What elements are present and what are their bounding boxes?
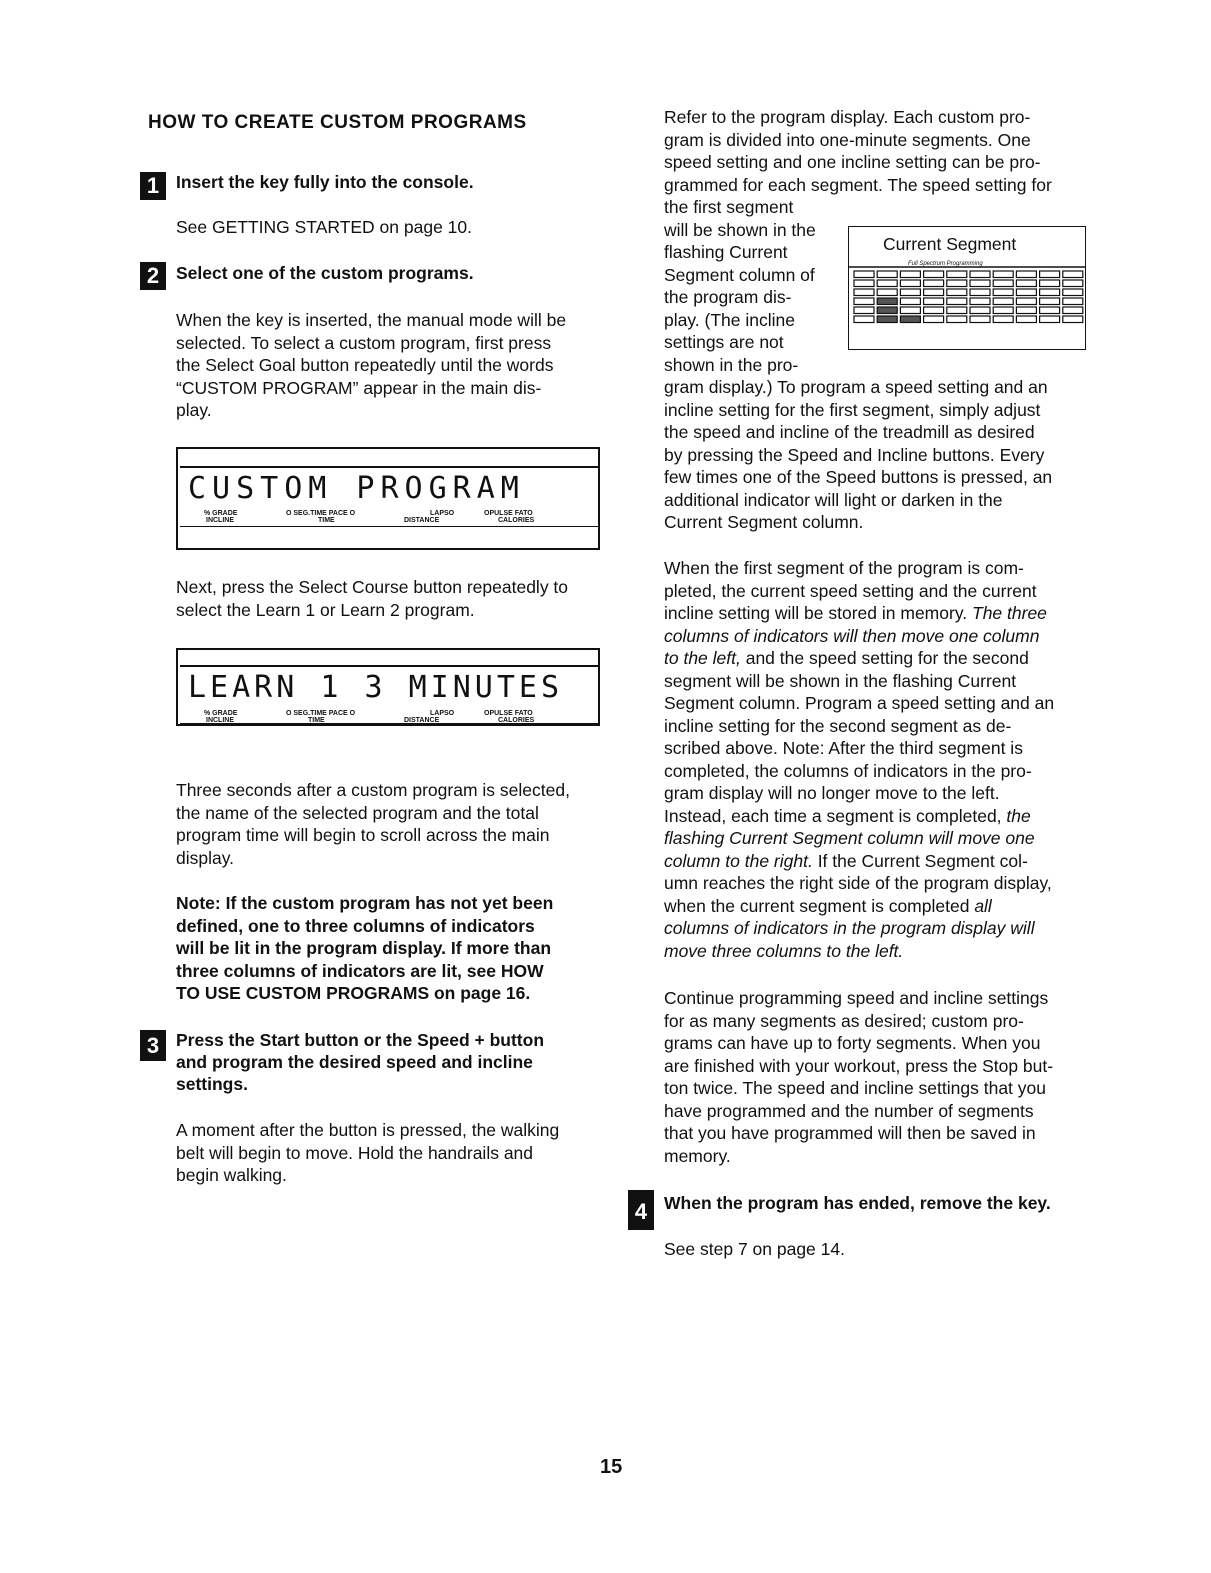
label: LAPSO (430, 710, 455, 717)
line: by pressing the Speed and Incline buttons. Every (664, 444, 1045, 465)
line (664, 805, 1054, 828)
indicator-cell (947, 307, 967, 314)
label: CALORIES (498, 517, 535, 524)
indicator-cell (924, 298, 944, 305)
indicator-cell (1063, 307, 1083, 314)
indicator-cell (993, 316, 1013, 323)
line: Current Segment column. (664, 512, 864, 532)
indicator-cell (854, 271, 874, 278)
label: DISTANCE (404, 517, 440, 524)
indicator-cell (924, 307, 944, 314)
line: play. (176, 400, 212, 420)
indicator-cell (900, 289, 920, 296)
label: INCLINE (206, 517, 234, 524)
note-paragraph (176, 892, 553, 1005)
indicator-cell (924, 280, 944, 287)
indicator-cell (947, 298, 967, 305)
line: When the key is inserted, the manual mode will be (176, 310, 567, 330)
line: flashing Current Segment column will move one (664, 828, 1035, 848)
line: defined, one to three columns of indicators (176, 915, 535, 936)
label: LAPSO (430, 510, 455, 517)
line: the program dis- (664, 287, 792, 307)
right-paragraph-3 (664, 987, 1053, 1167)
grid-subtitle: Full Spectrum Programming (908, 261, 983, 267)
indicator-cell (970, 271, 990, 278)
indicator-cell (970, 316, 990, 323)
indicator-cell (1063, 280, 1083, 287)
step-1-body: See GETTING STARTED on page 10. (176, 217, 473, 237)
indicator-cell (1040, 316, 1060, 323)
line: display. (176, 847, 235, 868)
step-2-title: Select one of the custom programs. (176, 263, 474, 283)
line: grams can have up to forty segments. When you (664, 1033, 1041, 1053)
indicator-cell (947, 271, 967, 278)
page-number: 15 (600, 1456, 623, 1478)
label: O SEG.TIME PACE O (286, 510, 356, 517)
indicator-cell (924, 289, 944, 296)
line: columns of indicators in the program display will (664, 918, 1035, 938)
line: scribed above. Note: After the third segment is (664, 738, 1023, 758)
indicator-cell (947, 289, 967, 296)
line: begin walking. (176, 1165, 287, 1185)
line: segment will be shown in the flashing Current (664, 670, 1017, 691)
line: ton twice. The speed and incline settings that you (664, 1078, 1047, 1098)
line: selected. To select a custom program, first press (176, 332, 552, 353)
text: when the current segment is completed (664, 895, 975, 916)
indicator-cell (1063, 298, 1083, 305)
text: If the Current Segment col- (812, 850, 1028, 871)
indicator-cell (877, 289, 897, 296)
indicator-cell (1016, 289, 1036, 296)
indicator-cell (947, 316, 967, 323)
line: the speed and incline of the treadmill as desired (664, 422, 1035, 442)
label: DISTANCE (404, 717, 440, 724)
line: will be shown in the (664, 219, 816, 240)
line: TO USE CUSTOM PROGRAMS on page 16. (176, 983, 531, 1003)
line: settings are not (664, 332, 784, 352)
indicator-cell (1016, 316, 1036, 323)
line: Refer to the program display. Each custom pro- (664, 107, 1031, 127)
label: INCLINE (206, 717, 234, 724)
line: the first segment (664, 197, 794, 217)
line (664, 602, 1054, 625)
line: select the Learn 1 or Learn 2 program. (176, 599, 475, 620)
indicator-cell (1040, 298, 1060, 305)
lcd-display-custom-program (176, 447, 600, 550)
indicator-cell (900, 307, 920, 314)
indicator-cell (1040, 307, 1060, 314)
line: the name of the selected program and the total (176, 802, 539, 823)
indicator-cell (970, 298, 990, 305)
line: Press the Start button or the Speed + button (176, 1030, 545, 1050)
indicator-cell (993, 280, 1013, 287)
line: Note: If the custom program has not yet been (176, 893, 554, 913)
indicator-cell (1016, 298, 1036, 305)
indicator-cell (1040, 289, 1060, 296)
line: umn reaches the right side of the program display, (664, 873, 1052, 893)
indicator-cell (877, 298, 897, 305)
label: % GRADE (204, 510, 238, 517)
italic-text: to the left, (664, 648, 741, 668)
step-4-body: See step 7 on page 14. (664, 1239, 845, 1259)
program-display-grid (848, 266, 1086, 330)
line: gram display.) To program a speed setting and an (664, 377, 1048, 397)
text: and the speed setting for the second (740, 648, 1029, 668)
indicator-cell (900, 280, 920, 287)
line: belt will begin to move. Hold the handrails and (176, 1142, 534, 1163)
line: columns of indicators will then move one column (664, 625, 1040, 646)
line: gram is divided into one-minute segments. One (664, 129, 1031, 150)
indicator-cell (993, 298, 1013, 305)
indicator-cell (1063, 289, 1083, 296)
italic-text: column to the right. (664, 850, 813, 871)
indicator-cell (854, 298, 874, 305)
line: flashing Current (664, 242, 788, 262)
lcd-display-learn (176, 648, 600, 726)
line: A moment after the button is pressed, the walking (176, 1120, 560, 1140)
line (664, 647, 1054, 670)
indicator-cell (1016, 280, 1036, 287)
line: move three columns to the left. (664, 940, 904, 961)
text: incline setting will be stored in memory. (664, 603, 972, 623)
indicator-cell (924, 271, 944, 278)
indicator-cell (970, 307, 990, 314)
label: OPULSE FATO (484, 710, 533, 717)
line: Next, press the Select Course button repeatedly to (176, 577, 569, 597)
indicator-cell (1063, 316, 1083, 323)
step-4-title: When the program has ended, remove the key. (664, 1193, 1051, 1213)
indicator-cell (970, 289, 990, 296)
three-seconds-paragraph (176, 779, 570, 869)
label: O SEG.TIME PACE O (286, 710, 356, 717)
line: When the first segment of the program is com- (664, 558, 1024, 578)
indicator-cell (854, 280, 874, 287)
page-heading: HOW TO CREATE CUSTOM PROGRAMS (148, 112, 527, 133)
line (664, 850, 1054, 873)
line: Three seconds after a custom program is selected, (176, 780, 570, 800)
indicator-cell (924, 316, 944, 323)
step-3-number: 3 (140, 1030, 166, 1061)
indicator-cell (1016, 307, 1036, 314)
indicator-cell (1063, 271, 1083, 278)
indicator-cell (854, 289, 874, 296)
label: CALORIES (498, 717, 535, 724)
label: TIME (308, 717, 325, 724)
italic-text: The three (972, 603, 1047, 623)
line (664, 895, 1054, 918)
next-paragraph (176, 576, 568, 621)
line: speed setting and one incline setting can be pro- (664, 152, 1041, 172)
line: for as many segments as desired; custom pro- (664, 1010, 1024, 1031)
line: shown in the pro- (664, 354, 799, 375)
indicator-cell (1016, 271, 1036, 278)
step-1-title: Insert the key fully into the console. (176, 172, 474, 192)
step-3-paragraph (176, 1119, 559, 1187)
lcd-main-text: CUSTOM PROGRAM (188, 471, 525, 506)
indicator-cell (993, 307, 1013, 314)
indicator-cell (877, 271, 897, 278)
indicator-cell (854, 307, 874, 314)
indicator-cell (993, 289, 1013, 296)
indicator-cell (877, 280, 897, 287)
line: gram display will no longer move to the left. (664, 783, 1000, 803)
lcd-labels-bottom (178, 517, 598, 526)
indicator-cell (900, 316, 920, 323)
line: and program the desired speed and incline (176, 1052, 533, 1072)
line: “CUSTOM PROGRAM” appear in the main dis- (176, 377, 542, 398)
indicator-cell (993, 271, 1013, 278)
line: additional indicator will light or darken in the (664, 489, 1003, 510)
line: program time will begin to scroll across the main (176, 825, 550, 845)
line: the Select Goal button repeatedly until the words (176, 355, 554, 375)
line: will be lit in the program display. If more than (176, 938, 552, 958)
line: grammed for each segment. The speed setting for (664, 174, 1052, 195)
lcd-labels-bottom (178, 717, 598, 724)
line: have programmed and the number of segments (664, 1100, 1034, 1121)
line: few times one of the Speed buttons is pressed, an (664, 467, 1053, 487)
line: incline setting for the first segment, simply adjust (664, 399, 1041, 420)
line: that you have programmed will then be saved in (664, 1123, 1036, 1143)
line: play. (The incline (664, 309, 795, 330)
line: incline setting for the second segment as de- (664, 715, 1012, 736)
label: TIME (318, 517, 335, 524)
line: memory. (664, 1145, 731, 1166)
indicator-cell (1040, 271, 1060, 278)
step-2-paragraph (176, 309, 566, 422)
grid-title: Current Segment (883, 234, 1017, 254)
italic-text: the (1006, 805, 1031, 826)
line: Segment column of (664, 264, 815, 285)
indicator-cell (854, 316, 874, 323)
line: pleted, the current speed setting and the current (664, 580, 1037, 601)
indicator-cell (877, 316, 897, 323)
indicator-cell (947, 280, 967, 287)
line: Segment column. Program a speed setting and an (664, 693, 1055, 713)
indicator-cell (970, 280, 990, 287)
right-paragraph-2 (664, 557, 1054, 962)
label: OPULSE FATO (484, 510, 533, 517)
step-2-number: 2 (140, 262, 166, 290)
text: Instead, each time a segment is completed, (664, 805, 1007, 826)
indicator-cell (1040, 280, 1060, 287)
line: three columns of indicators are lit, see HOW (176, 960, 544, 981)
step-3-title (176, 1029, 544, 1095)
lcd-main-text: LEARN 1 3 MINUTES (188, 670, 564, 705)
indicator-cell (900, 298, 920, 305)
step-4-number: 4 (628, 1190, 654, 1230)
line: settings. (176, 1074, 248, 1094)
line: are finished with your workout, press the Stop but- (664, 1055, 1054, 1076)
line: Continue programming speed and incline settings (664, 988, 1049, 1008)
label: % GRADE (204, 710, 238, 717)
italic-text: all (974, 895, 992, 916)
indicator-cell (900, 271, 920, 278)
indicator-cell (877, 307, 897, 314)
line: completed, the columns of indicators in the pro- (664, 760, 1032, 781)
step-1-number: 1 (140, 172, 166, 200)
